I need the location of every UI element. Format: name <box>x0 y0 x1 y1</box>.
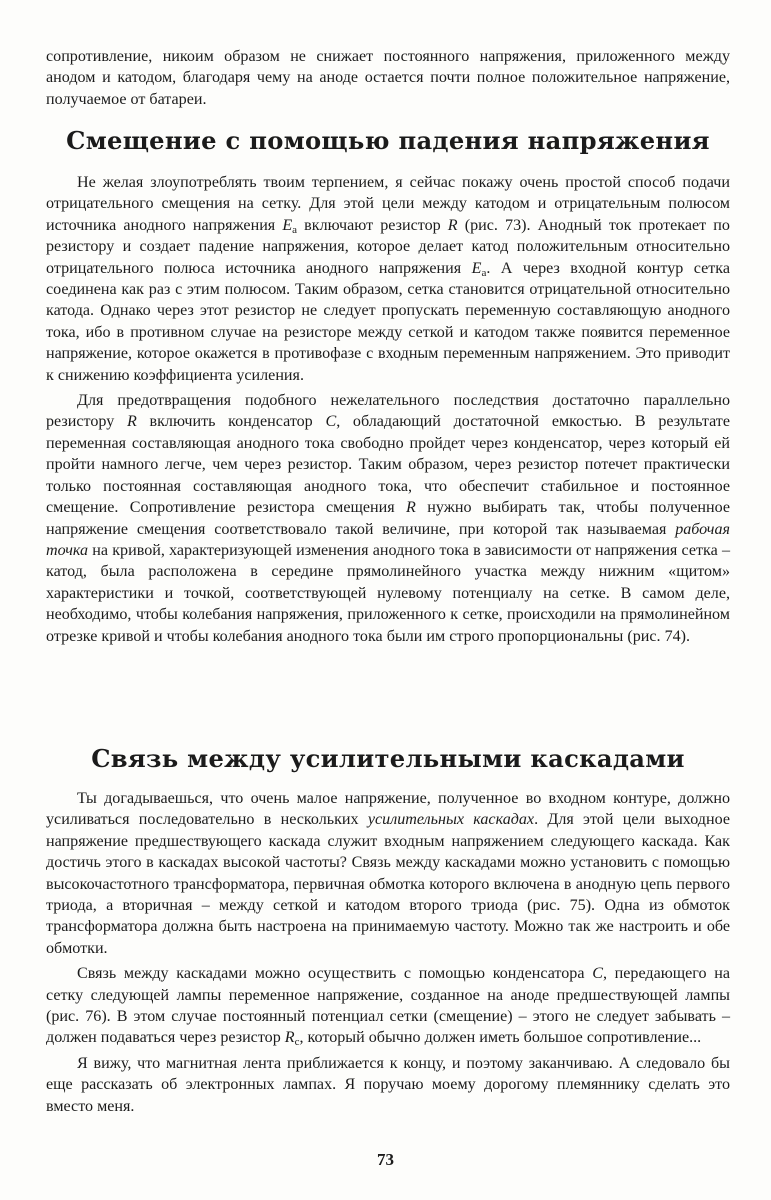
section-coupling-body <box>46 788 730 1117</box>
paragraph-coupling-3: Я вижу, что магнитная лента приближается к концу, и поэтому заканчиваю. А следовало бы еще рассказать об электронных лампах. Я поручаю моему дорогому племяннику сделать это вместо меня. <box>46 1054 730 1115</box>
paragraph-coupling-2: Связь между каскадами можно осуществить с помощью конденсатора C, передающего на сетку следующей лампы переменное напряжение, созданное на аноде предшествующей лампы (рис. 76). В этом случае постоянный потенциал сетки (смещение) – этого не следует забывать – должен подаваться через резистор $R_c$, который обычно должен иметь большое сопротивление... <box>46 965 730 1049</box>
paragraph-bias-1: Не желая злоупотреблять твоим терпением, я сейчас покажу очень простой способ подачи отрицательного смещения на сетку. Для этой цели между катодом и отрицательным полюсом источника анодного напряжения $E_a$ включают резистор R (рис. 73). Анодный ток протекает по резистору и создает падение напряжения, которое делает катод положительным относительно отрицательного полюса источника анодного напряжения $E_a$. А через входной контур сетка соединена как раз с этим полюсом. Таким образом, сетка становится отрицательной относительно катода. Однако через этот резистор не следует пропускать переменную составляющую анодного тока, ибо в противном случае на резисторе между сеткой и катодом также появится переменное напряжение, которое окажется в противофазе с входным переменным напряжением. Это приводит к снижению коэффициента усиления. <box>46 174 730 384</box>
page-number: 73 <box>377 1150 394 1169</box>
section-heading-bias: Смещение с помощью падения напряжения <box>66 126 710 155</box>
intro-paragraph: сопротивление, никоим образом не снижает постоянного напряжения, приложенного между анодом и катодом, благодаря чему на аноде остается почти полное положительное напряжение, получаемое от батареи. <box>46 48 730 108</box>
term-working-point: рабочая точка <box>46 520 730 559</box>
term-amplifier-stages: усилительных каскадах <box>367 811 535 829</box>
intro-block <box>46 46 730 110</box>
section-heading-coupling: Связь между усилительными каскадами <box>91 744 685 773</box>
paragraph-bias-2: Для предотвращения подобного нежелательного последствия достаточно параллельно резистору R включить конденсатор C, обладающий достаточной емкостью. В результате переменная составляющая анодного тока свободно пройдет через конденсатор, через который ей пройти намного легче, чем через резистор. Таким образом, через резистор потечет практически только постоянная составляющая анодного тока, что обеспечит стабильное и постоянное смещение. Сопротивление резистора смещения R нужно выбирать так, чтобы полученное напряжение смещения соответствовало такой величине, при которой так называемая рабочая точка на кривой, характеризующей изменения анодного тока в зависимости от напряжения сетка – катод, была расположена в середине прямолинейного участка между нижним «щитом» характеристики и точкой, соответствующей нулевому потенциалу на сетке. В самом деле, необходимо, чтобы колебания напряжения, приложенного к сетке, происходили на прямолинейном отрезке кривой и чтобы колебания анодного тока были им строго пропорциональны (рис. 74). <box>46 392 730 645</box>
paragraph-coupling-1: Ты догадываешься, что очень малое напряжение, полученное во входном контуре, должно усиливаться последовательно в нескольких усилительных каскадах. Для этой цели выходное напряжение предшествующего каскада служит входным напряжением следующего каскада. Как достичь этого в каскадах высокой частоты? Связь между каскадами можно установить с помощью высокочастотного трансформатора, первичная обмотка которого включена в анодную цепь первого триода, а вторичная – между сеткой и катодом второго триода (рис. 75). Одна из обмоток трансформатора должна быть настроена на принимаемую частоту. Можно так же настроить и обе обмотки. <box>46 790 730 957</box>
section-bias-body <box>46 172 730 647</box>
